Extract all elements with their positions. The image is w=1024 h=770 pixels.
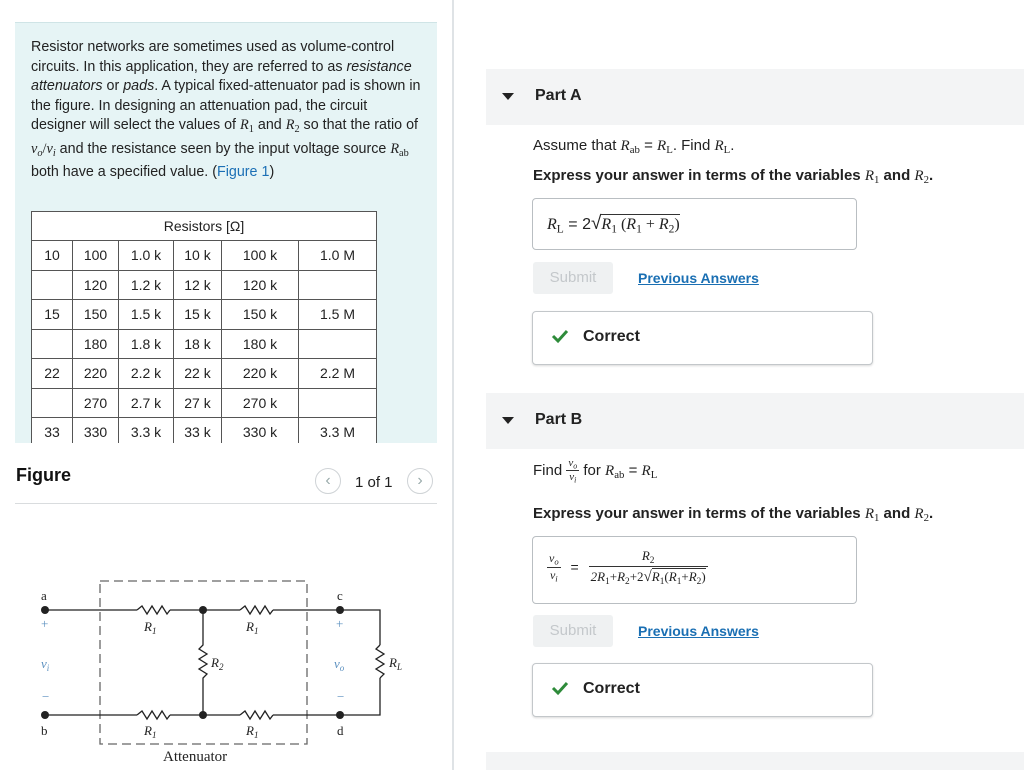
table-cell bbox=[299, 270, 377, 300]
table-cell: 22 bbox=[32, 359, 73, 389]
part-a-result: Correct bbox=[583, 328, 640, 345]
part-b-previous-answers-link[interactable]: Previous Answers bbox=[638, 623, 759, 639]
table-cell: 1.2 k bbox=[119, 270, 174, 300]
problem-text: Resistor networks are sometimes used as volume-control circuits. In this application, they are referred to as resistance attenuators or pads. A typical fixed-attenuator pad is shown in the figure. In designing an attenuation pad, the circuit designer will select the values of $R_1$ and $R_2$ so that the ratio of $v_o/v_i$ and the resistance seen by the input voltage source $R_{ab}$ both have a specified value. (Figure 1) bbox=[31, 39, 421, 181]
label-r1-top-left: $R_1$ bbox=[144, 619, 157, 636]
math-rl: $R_L$ bbox=[641, 462, 658, 482]
chevron-left-icon: ‹ bbox=[325, 472, 331, 489]
math-rab: $R_{ab}$ bbox=[390, 140, 409, 159]
table-cell: 1.8 k bbox=[119, 329, 174, 359]
part-a-answer-expression: $R_L = 2√R_1$ $(R_1 + R_2)$ bbox=[547, 213, 680, 236]
table-cell: 1.0 M bbox=[299, 241, 377, 271]
terminal-c bbox=[336, 606, 344, 614]
table-cell: 330 bbox=[73, 418, 119, 444]
math-vo-over-vi: $\frac{v_o}{v_i}$ bbox=[549, 551, 559, 584]
math-rl: $R_L$ bbox=[714, 138, 731, 157]
chevron-right-icon: › bbox=[417, 472, 423, 489]
vo-label: $v_o$ bbox=[334, 656, 345, 673]
figure-heading: Figure bbox=[16, 465, 72, 485]
table-cell: 3.3 M bbox=[299, 418, 377, 444]
node-c-label: c bbox=[337, 588, 343, 603]
vi-minus-sign: − bbox=[42, 689, 50, 704]
part-b-answer-expression: $\frac{v_o}{v_i}$ = $\frac{R_2}{2R_1+R_2+2√R_1(R_1+R_2)}$ bbox=[549, 548, 706, 587]
vo-plus-sign: + bbox=[336, 616, 344, 631]
table-cell: 100 bbox=[73, 241, 119, 271]
math-r2: $R_2$ bbox=[285, 117, 300, 136]
table-cell: 3.3 k bbox=[119, 418, 174, 444]
label-r1-top-right: $R_1$ bbox=[246, 619, 259, 636]
part-a-answer-field[interactable] bbox=[532, 198, 857, 250]
part-a-instruction: Express your answer in terms of the variables $R_1$ and $R_2$. bbox=[533, 167, 934, 187]
column-divider bbox=[452, 0, 454, 770]
table-cell: 270 k bbox=[222, 388, 299, 418]
table-cell: 15 bbox=[32, 300, 73, 330]
table-header-row bbox=[32, 212, 377, 241]
attenuator-caption: Attenuator bbox=[163, 749, 228, 765]
resistor-r1-bottom-right bbox=[240, 711, 273, 719]
table-cell: 2.2 M bbox=[299, 359, 377, 389]
table-cell bbox=[299, 388, 377, 418]
collapse-triangle-icon bbox=[502, 93, 514, 100]
table-cell: 27 k bbox=[174, 388, 222, 418]
resistor-r1-top-right bbox=[240, 606, 273, 614]
math-vo-over-vi: $\frac{v_o}{v_i}$ bbox=[568, 457, 578, 485]
part-b-question: Find $\frac{v_o}{v_i}$ for $R_{ab} = R_L$ bbox=[533, 457, 658, 485]
table-cell: 15 k bbox=[174, 300, 222, 330]
resistor-values-table bbox=[31, 211, 377, 443]
terminal-d bbox=[336, 711, 344, 719]
part-a-submit-button[interactable]: Submit bbox=[533, 262, 613, 294]
node-d-label: d bbox=[337, 723, 344, 738]
problem-statement-panel bbox=[15, 22, 437, 443]
table-cell bbox=[32, 388, 73, 418]
table-row bbox=[32, 300, 377, 330]
table-cell: 2.2 k bbox=[119, 359, 174, 389]
vi-plus-sign: + bbox=[41, 616, 49, 631]
table-cell: 1.5 M bbox=[299, 300, 377, 330]
sqrt-radicand: $R_1$ $(R_1 + R_2)$ bbox=[601, 216, 680, 236]
left-column bbox=[0, 0, 452, 770]
table-cell: 33 bbox=[32, 418, 73, 444]
table-cell: 150 bbox=[73, 300, 119, 330]
math-rl: $R_L$ bbox=[547, 216, 564, 236]
answer-fraction: $\frac{R_2}{2R_1+R_2+2√R_1(R_1+R_2)}$ bbox=[590, 548, 706, 587]
table-cell: 10 k bbox=[174, 241, 222, 271]
node-b-label: b bbox=[41, 723, 48, 738]
table-cell: 22 k bbox=[174, 359, 222, 389]
part-a-feedback bbox=[532, 311, 873, 365]
figure-link[interactable]: Figure 1 bbox=[216, 164, 270, 181]
table-cell: 220 k bbox=[222, 359, 299, 389]
checkmark-icon bbox=[551, 328, 569, 344]
math-rl: $R_L$ bbox=[657, 138, 673, 157]
table-cell: 220 bbox=[73, 359, 119, 389]
table-row bbox=[32, 359, 377, 389]
table-cell: 180 k bbox=[222, 329, 299, 359]
table-cell: 10 bbox=[32, 241, 73, 271]
resistor-rl bbox=[376, 645, 384, 678]
table-cell: 150 k bbox=[222, 300, 299, 330]
math-rab: $R_{ab}$ bbox=[620, 138, 640, 157]
table-header: Resistors [Ω] bbox=[32, 212, 377, 241]
table-cell: 120 bbox=[73, 270, 119, 300]
part-b-header[interactable] bbox=[486, 393, 1024, 449]
previous-figure-button[interactable] bbox=[315, 468, 341, 494]
label-rl: $R_L$ bbox=[389, 655, 402, 672]
collapse-triangle-icon bbox=[502, 417, 514, 424]
table-row bbox=[32, 388, 377, 418]
table-row bbox=[32, 241, 377, 271]
math-r1: $R_1$ bbox=[240, 117, 254, 136]
part-b-result: Correct bbox=[583, 680, 640, 697]
part-a-question: Assume that $R_{ab} = R_L$. Find $R_L$. bbox=[533, 137, 735, 157]
table-cell bbox=[32, 270, 73, 300]
table-row bbox=[32, 418, 377, 444]
part-c-header-partial[interactable] bbox=[486, 752, 1024, 770]
table-cell: 12 k bbox=[174, 270, 222, 300]
terminal-a bbox=[41, 606, 49, 614]
part-b-instruction: Express your answer in terms of the variables $R_1$ and $R_2$. bbox=[533, 505, 934, 525]
terminal-b bbox=[41, 711, 49, 719]
table-row bbox=[32, 329, 377, 359]
part-b-answer-field[interactable] bbox=[532, 536, 857, 604]
checkmark-icon bbox=[551, 680, 569, 696]
node-a-label: a bbox=[41, 588, 47, 603]
vi-label: $v_i$ bbox=[41, 656, 50, 673]
resistor-r1-bottom-left bbox=[137, 711, 170, 719]
resistor-r2 bbox=[199, 610, 207, 715]
next-figure-button[interactable] bbox=[407, 468, 433, 494]
table-cell: 1.5 k bbox=[119, 300, 174, 330]
figure-page-indicator: 1 of 1 bbox=[355, 474, 393, 491]
label-r1-bottom-right: $R_1$ bbox=[246, 723, 259, 740]
part-b-submit-button[interactable]: Submit bbox=[533, 615, 613, 647]
part-b-feedback bbox=[532, 663, 873, 717]
table-cell: 100 k bbox=[222, 241, 299, 271]
math-rab: $R_{ab}$ bbox=[605, 462, 625, 482]
table-cell: 33 k bbox=[174, 418, 222, 444]
attenuator-circuit-diagram bbox=[30, 575, 420, 770]
label-r2: $R_2$ bbox=[211, 655, 224, 672]
junction-node bbox=[199, 606, 207, 614]
table-cell: 18 k bbox=[174, 329, 222, 359]
table-cell: 180 bbox=[73, 329, 119, 359]
table-row bbox=[32, 270, 377, 300]
sqrt-icon: √ bbox=[590, 213, 602, 234]
part-a-title: Part A bbox=[535, 87, 582, 104]
part-b-title: Part B bbox=[535, 411, 583, 428]
vo-minus-sign: − bbox=[337, 689, 345, 704]
part-a-previous-answers-link[interactable]: Previous Answers bbox=[638, 270, 759, 286]
resistor-r1-top-left bbox=[137, 606, 170, 614]
table-cell: 1.0 k bbox=[119, 241, 174, 271]
wire bbox=[273, 678, 380, 715]
part-a-header[interactable] bbox=[486, 69, 1024, 125]
table-cell: 120 k bbox=[222, 270, 299, 300]
junction-node bbox=[199, 711, 207, 719]
figure-divider bbox=[15, 503, 437, 504]
wire bbox=[273, 610, 380, 645]
table-cell bbox=[32, 329, 73, 359]
math-vo-over-vi: $v_o/v_i$ bbox=[31, 140, 56, 159]
label-r1-bottom-left: $R_1$ bbox=[144, 723, 157, 740]
table-cell: 2.7 k bbox=[119, 388, 174, 418]
table-cell: 270 bbox=[73, 388, 119, 418]
table-cell: 330 k bbox=[222, 418, 299, 444]
table-cell bbox=[299, 329, 377, 359]
